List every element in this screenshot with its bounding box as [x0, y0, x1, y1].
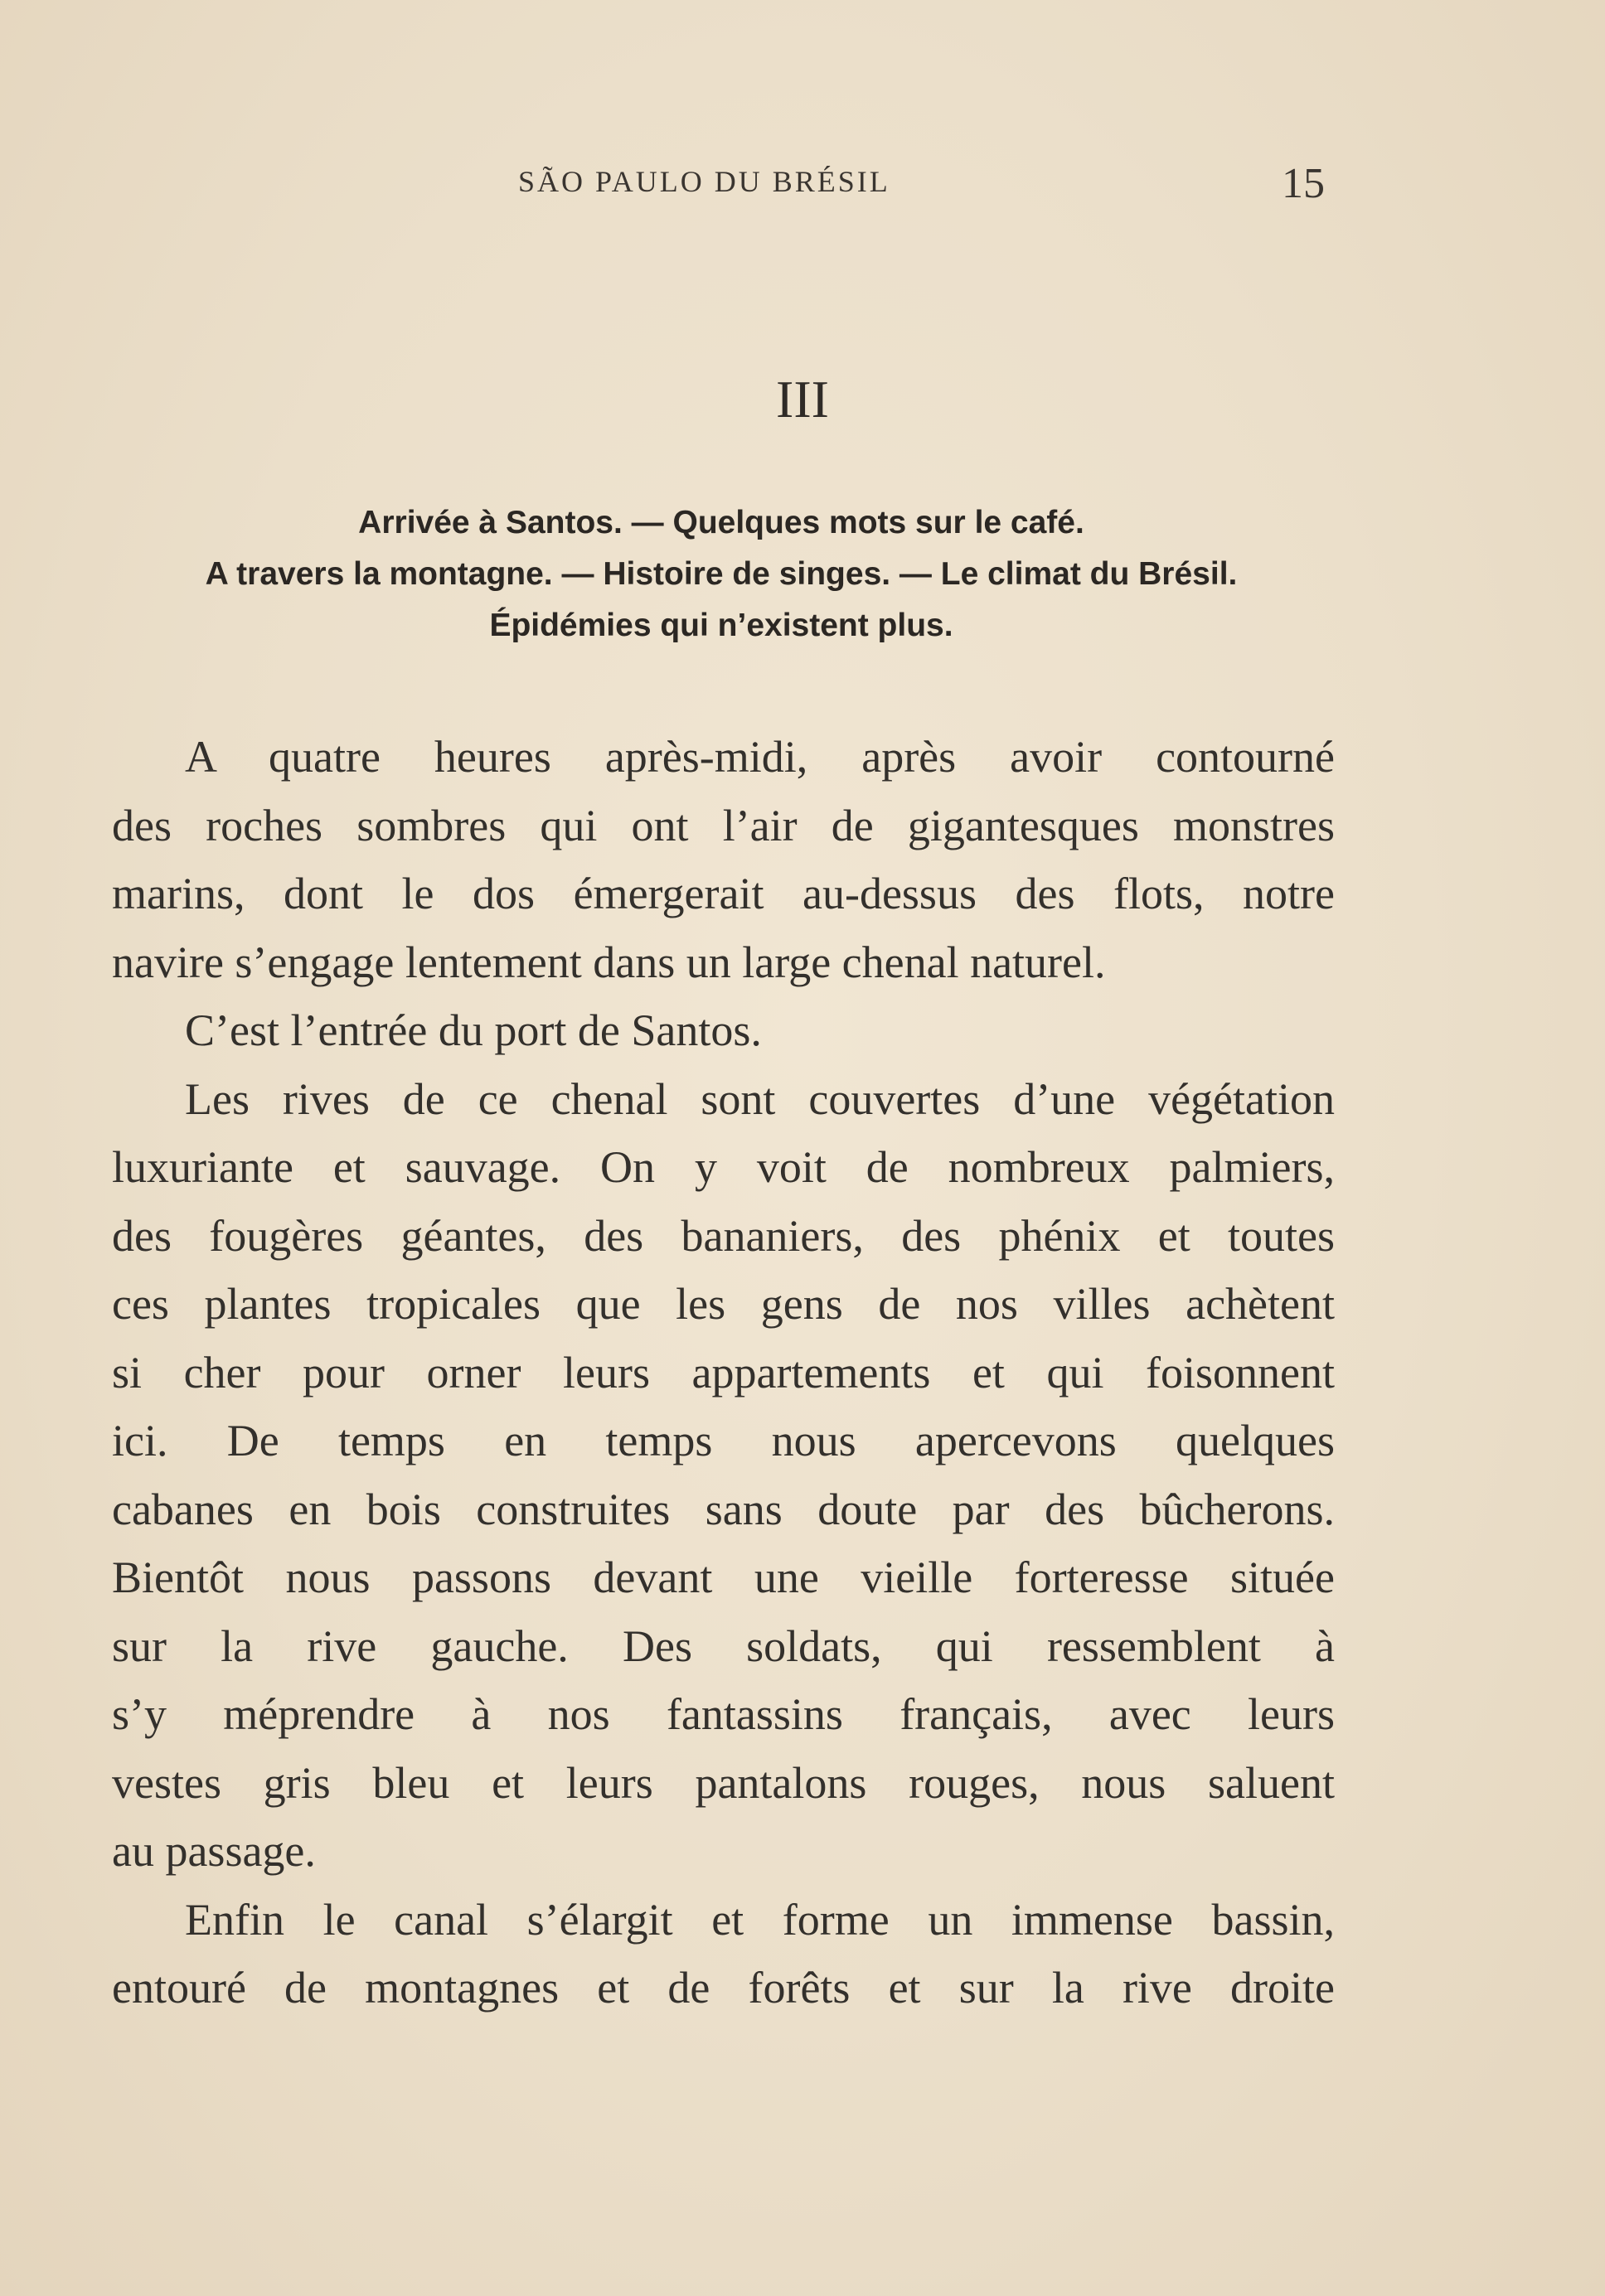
text-line: ces plantes tropicales que les gens de nos villes achètent: [112, 1279, 1335, 1329]
text-line: au passage.: [112, 1826, 316, 1876]
text-line: des roches sombres qui ont l’air de gigantesques monstres: [112, 800, 1335, 850]
text-line: s’y méprendre à nos fantassins français, avec leurs: [112, 1689, 1335, 1739]
text-line: vestes gris bleu et leurs pantalons rouges, nous saluent: [112, 1757, 1335, 1808]
text-line: navire s’engage lentement dans un large chenal naturel.: [112, 937, 1106, 987]
text-line: si cher pour orner leurs appartements et qui foisonnent: [112, 1347, 1335, 1397]
summary-line: Épidémies qui n’existent plus.: [489, 608, 953, 643]
text-line: marins, dont le dos émergerait au-dessus des flots, notre: [112, 869, 1335, 918]
text-line: A quatre heures après-midi, après avoir contourné: [185, 732, 1335, 782]
text-line: des fougères géantes, des bananiers, des phénix et toutes: [112, 1210, 1335, 1261]
page-number: 15: [1282, 160, 1325, 207]
text-line: C’est l’entrée du port de Santos.: [185, 1005, 762, 1055]
chapter-number: III: [776, 370, 829, 429]
text-line: entouré de montagnes et de forêts et sur la rive droite: [112, 1963, 1335, 2013]
text-line: ici. De temps en temps nous apercevons quelques: [112, 1416, 1335, 1465]
text-line: Enfin le canal s’élargit et forme un immense bassin,: [185, 1894, 1335, 1945]
text-line: sur la rive gauche. Des soldats, qui ressemblent à: [112, 1620, 1335, 1671]
text-line: Les rives de ce chenal sont couvertes d’une végétation: [185, 1073, 1335, 1124]
text-line: cabanes en bois construites sans doute par des bûcherons.: [112, 1484, 1335, 1534]
text-line: Bientôt nous passons devant une vieille forteresse située: [112, 1552, 1335, 1602]
summary-line: Arrivée à Santos. — Quelques mots sur le café.: [358, 505, 1084, 540]
body-text: [112, 723, 1335, 2022]
running-head: [0, 160, 1605, 207]
summary-line: A travers la montagne. — Histoire de singes. — Le climat du Brésil.: [205, 556, 1238, 592]
running-title: SÃO PAULO DU BRÉSIL: [518, 165, 890, 198]
chapter-summary: [108, 497, 1335, 652]
text-line: luxuriante et sauvage. On y voit de nombreux palmiers,: [112, 1142, 1335, 1192]
